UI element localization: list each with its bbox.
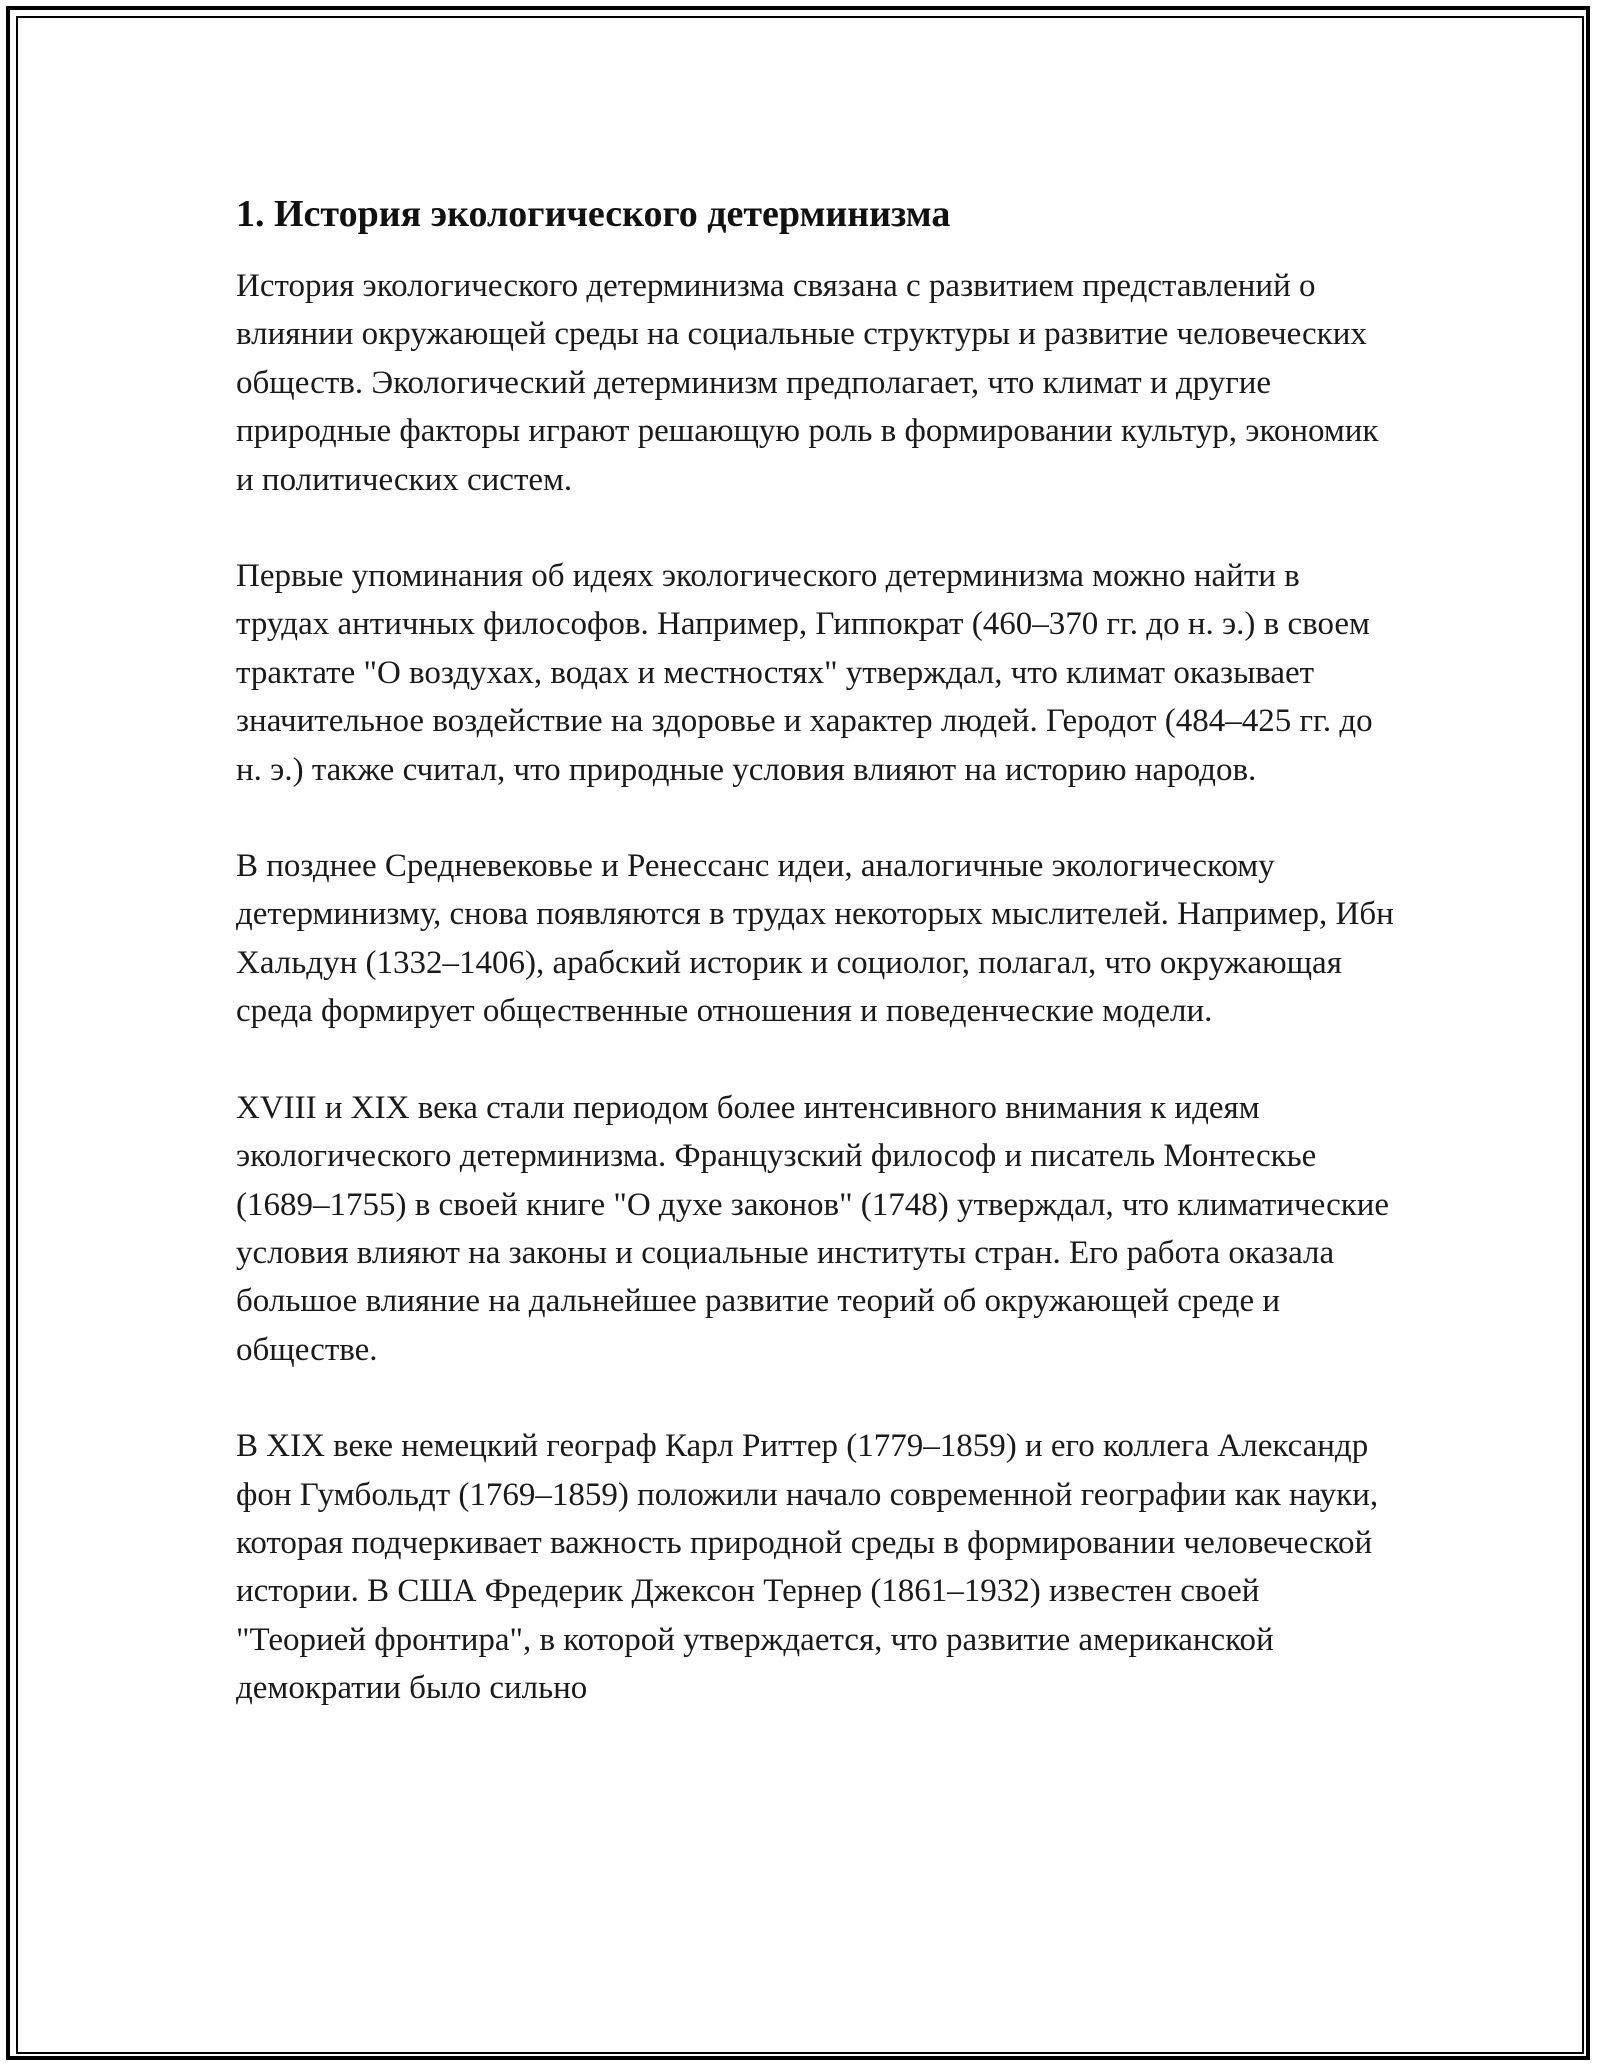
- paragraph-antiquity: Первые упоминания об идеях экологического детерминизма можно найти в трудах античных философов. Например, Гиппократ (460–370 гг. до н. э.) в своем трактате "О воздухах, водах и местностях" утверждал, что климат оказывает значительное воздействие на здоровье и характер людей. Геродот (484–425 гг. до н. э.) также считал, что природные условия влияют на историю народов.: [236, 558, 1373, 788]
- document-page: [236, 186, 1396, 1713]
- paragraph-intro: История экологического детерминизма связана с развитием представлений о влиянии окружающей среды на социальные структуры и развитие человеческих обществ. Экологический детерминизм предполагает, что климат и другие природные факторы играют решающую роль в формировании культур, экономик и политических систем.: [236, 268, 1379, 498]
- paragraph-18-19-centuries: XVIII и XIX века стали периодом более интенсивного внимания к идеям экологического детерминизма. Французский философ и писатель Монтескье (1689–1755) в своей книге "О духе законов" (1748) утверждал, что климатические условия влияют на законы и социальные институты стран. Его работа оказала большое влияние на дальнейшее развитие теорий об окружающей среде и обществе.: [236, 1089, 1390, 1368]
- paragraph-19-century: В XIX веке немецкий географ Карл Риттер (1779–1859) и его коллега Александр фон Гумбольдт (1769–1859) положили начало современной географии как науки, которая подчеркивает важность природной среды в формировании человеческой истории. В США Фредерик Джексон Тернер (1861–1932) известен своей "Теорией фронтира", в которой утверждается, что развитие американской демократии было сильно: [236, 1428, 1379, 1707]
- paragraph-middle-ages: В позднее Средневековье и Ренессанс идеи, аналогичные экологическому детерминизму, снова появляются в трудах некоторых мыслителей. Например, Ибн Хальдун (1332–1406), арабский историк и социолог, полагал, что окружающая среда формирует общественные отношения и поведенческие модели.: [236, 848, 1394, 1030]
- section-heading: 1. История экологического детерминизма: [236, 193, 951, 235]
